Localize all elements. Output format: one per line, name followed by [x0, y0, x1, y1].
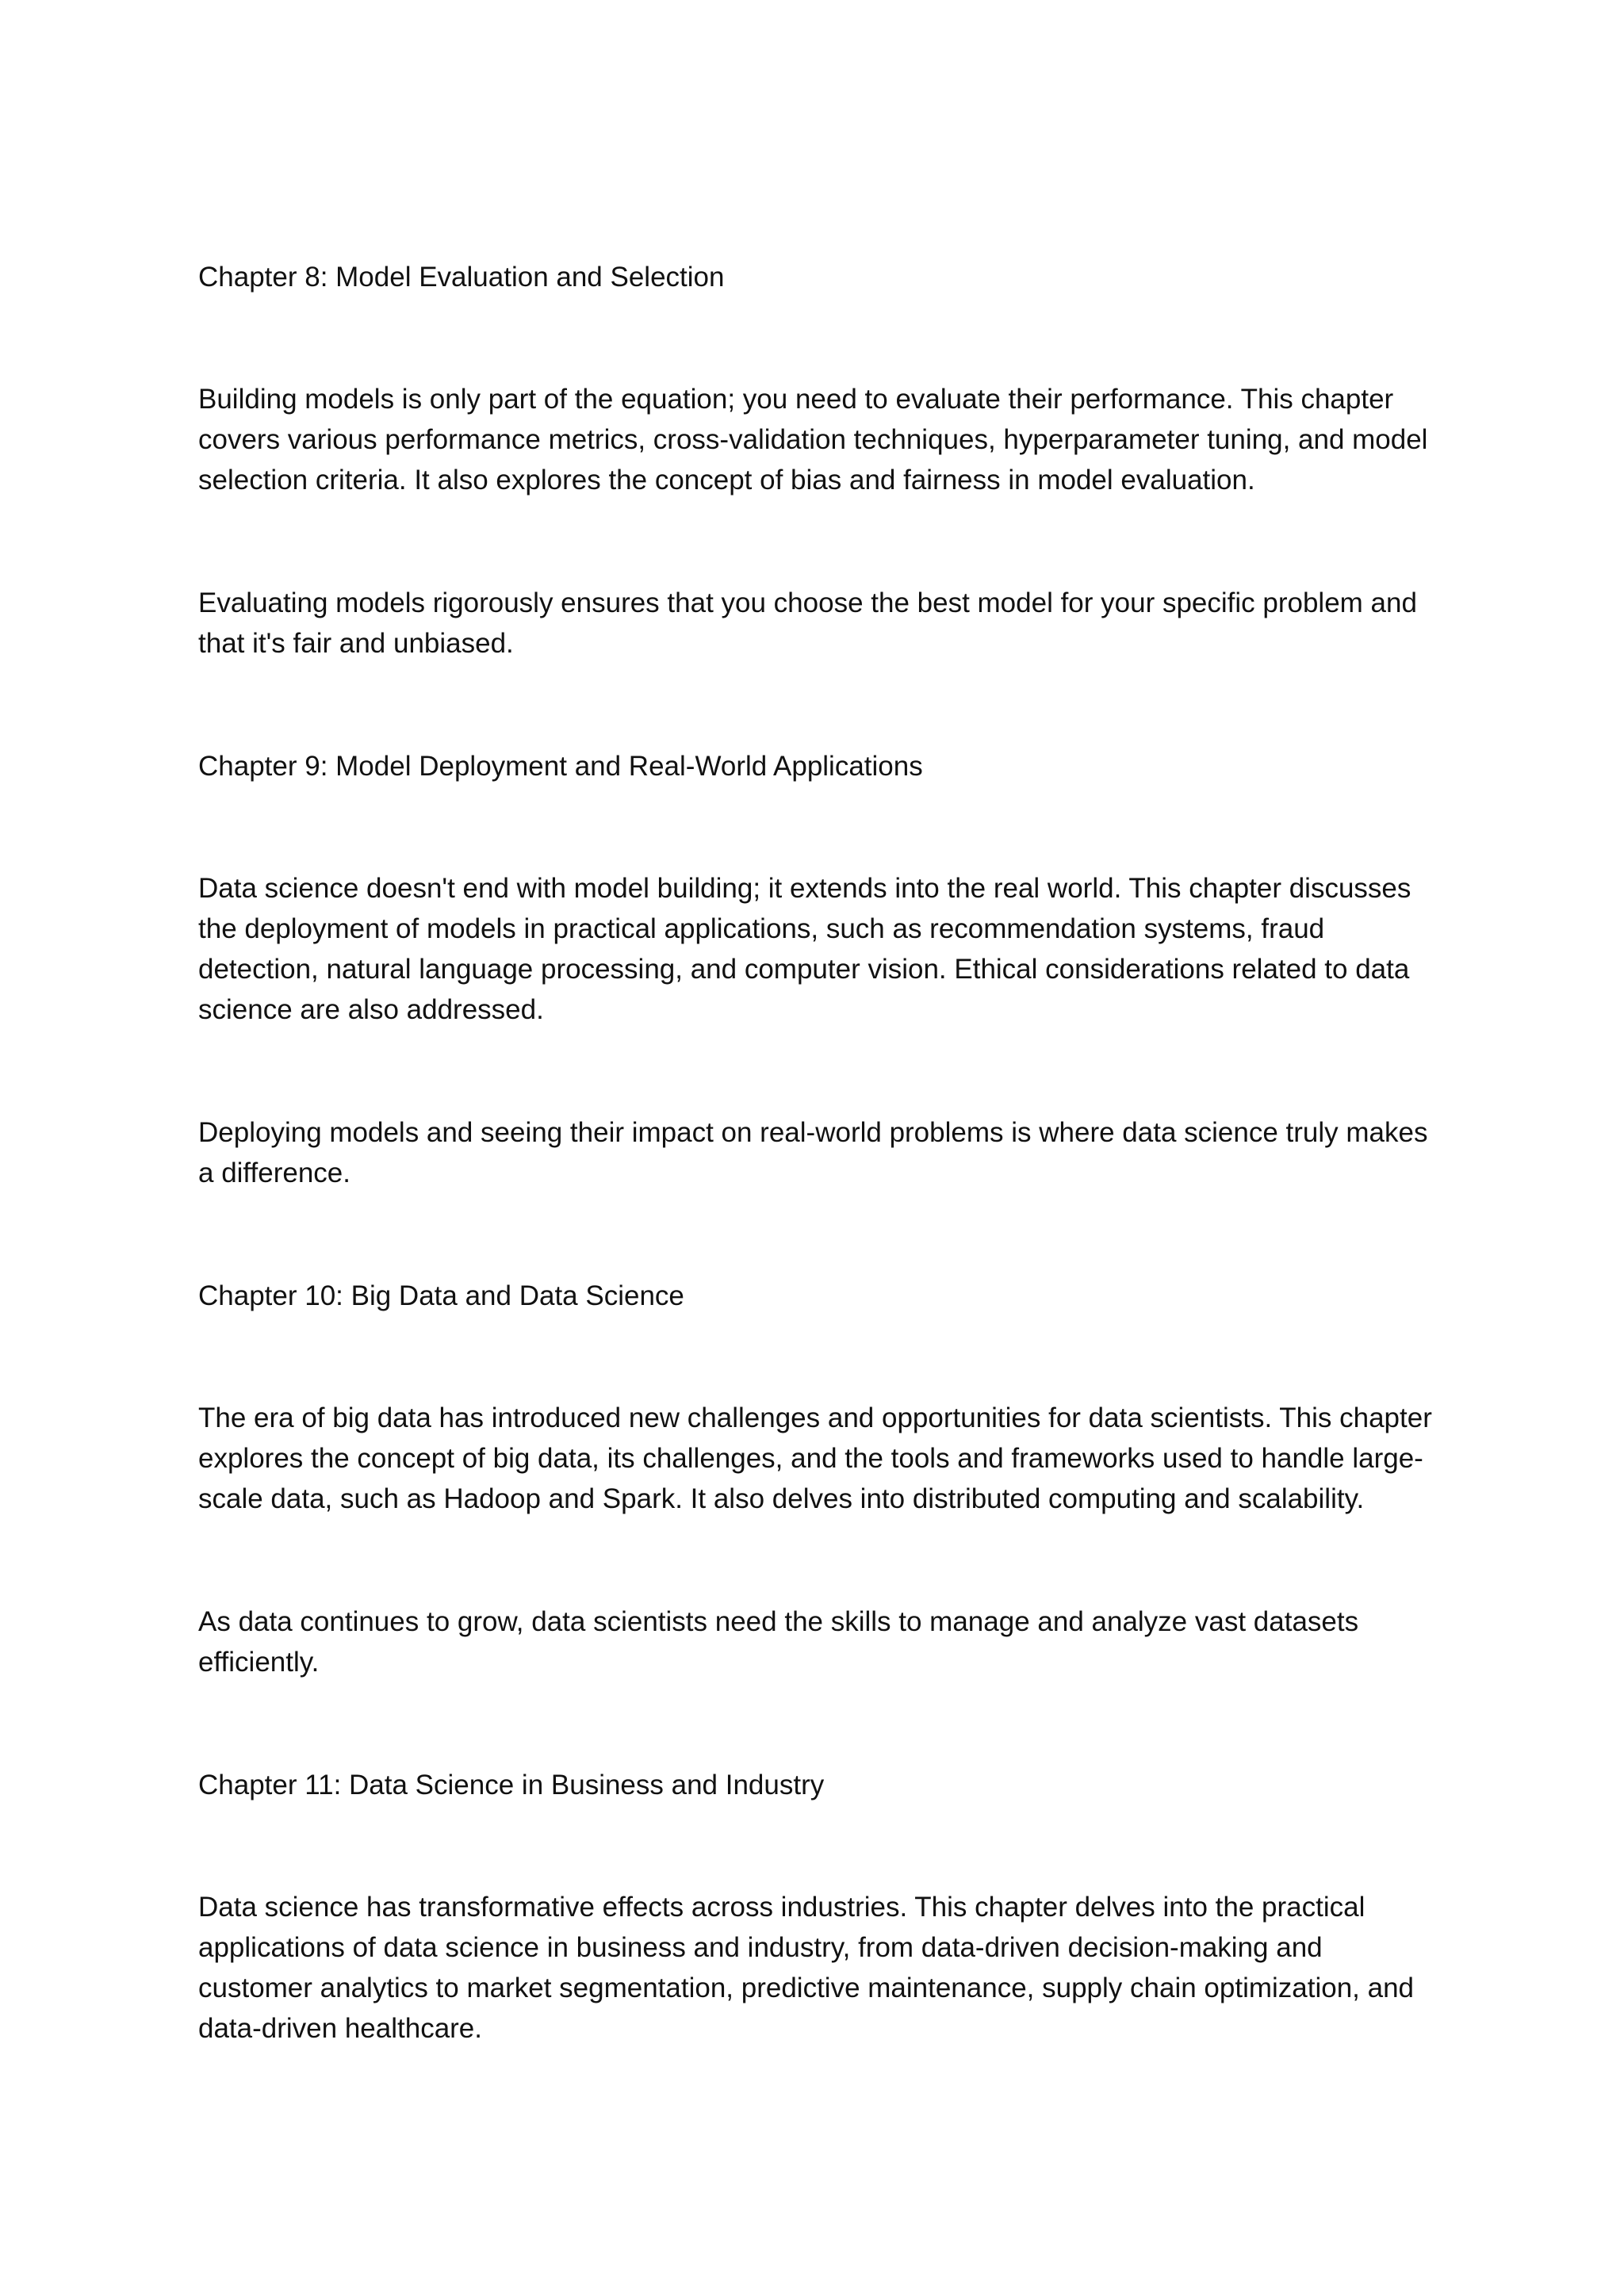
chapter-10-heading: Chapter 10: Big Data and Data Science — [198, 1280, 684, 1311]
document-body — [198, 257, 1435, 2131]
chapter-9-heading: Chapter 9: Model Deployment and Real-World Applications — [198, 751, 923, 782]
chapter-10-paragraph-2: As data continues to grow, data scientists need the skills to manage and analyze vast datasets efficiently. — [198, 1606, 1359, 1678]
chapter-11-paragraph-1: Data science has transformative effects across industries. This chapter delves into the practical applications of data science in business and industry, from data-driven decision-making and customer analytics to market segmentation, predictive maintenance, supply chain optimization, and data-driven healthcare. — [198, 1892, 1415, 2044]
chapter-9-paragraph-2: Deploying models and seeing their impact on real-world problems is where data science truly makes a difference. — [198, 1117, 1428, 1188]
chapter-9-paragraph-1: Data science doesn't end with model building; it extends into the real world. This chapter discusses the deployment of models in practical applications, such as recommendation systems, fraud detection, natural language processing, and computer vision. Ethical considerations related to data science are also addressed. — [198, 873, 1411, 1025]
chapter-10-paragraph-1: The era of big data has introduced new challenges and opportunities for data scientists. This chapter explores the concept of big data, its challenges, and the tools and frameworks used to handle large-scale data, such as Hadoop and Spark. It also delves into distributed computing and scalability. — [198, 1402, 1432, 1514]
chapter-11-heading: Chapter 11: Data Science in Business and Industry — [198, 1770, 825, 1800]
chapter-8-paragraph-1: Building models is only part of the equation; you need to evaluate their performance. This chapter covers various performance metrics, cross-validation techniques, hyperparameter tuning, and model selection criteria. It also explores the concept of bias and fairness in model evaluation. — [198, 384, 1428, 496]
chapter-8-paragraph-2: Evaluating models rigorously ensures that you choose the best model for your specific problem and that it's fair and unbiased. — [198, 587, 1417, 659]
chapter-8-heading: Chapter 8: Model Evaluation and Selection — [198, 262, 725, 293]
